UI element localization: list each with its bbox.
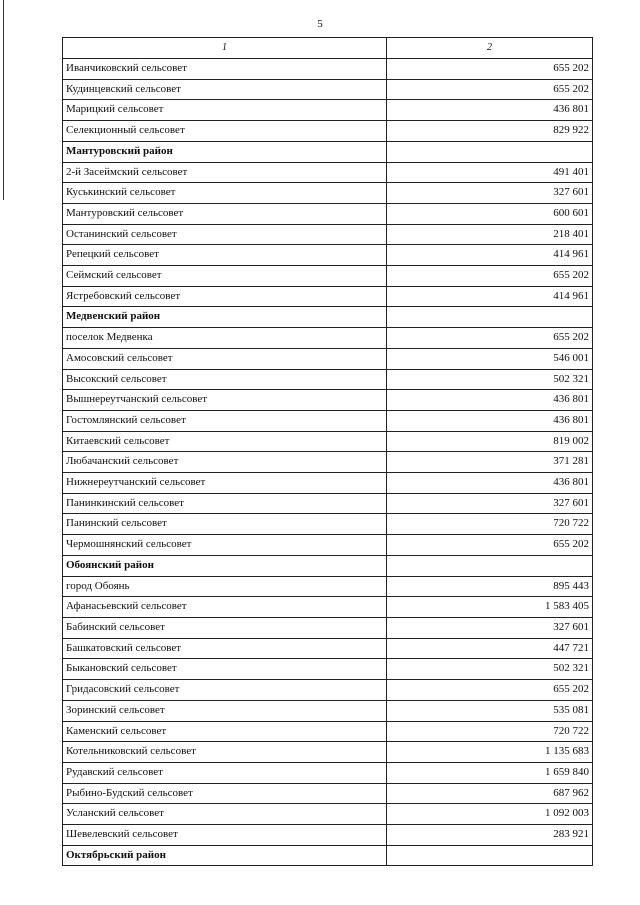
municipality-name: Панинкинский сельсовет	[63, 493, 387, 514]
table-row	[63, 493, 593, 514]
amount-cell: 600 601	[387, 203, 593, 224]
amount-cell: 327 601	[387, 183, 593, 204]
amount-cell: 655 202	[387, 535, 593, 556]
amount-cell	[387, 555, 593, 576]
table-row	[63, 762, 593, 783]
table-row	[63, 597, 593, 618]
table-row	[63, 162, 593, 183]
district-name: Обоянский район	[63, 555, 387, 576]
table-row	[63, 348, 593, 369]
table-row	[63, 431, 593, 452]
amount-cell: 447 721	[387, 638, 593, 659]
district-name: Мантуровский район	[63, 141, 387, 162]
amount-cell: 218 401	[387, 224, 593, 245]
amount-cell: 436 801	[387, 100, 593, 121]
amount-cell: 655 202	[387, 328, 593, 349]
municipality-name: Любачанский сельсовет	[63, 452, 387, 473]
amount-cell: 436 801	[387, 410, 593, 431]
municipality-name: Нижнереутчанский сельсовет	[63, 473, 387, 494]
amount-cell: 655 202	[387, 266, 593, 287]
amount-cell: 720 722	[387, 514, 593, 535]
page-number: 5	[317, 18, 323, 30]
municipality-name: Амосовский сельсовет	[63, 348, 387, 369]
table-row	[63, 328, 593, 349]
district-row	[63, 555, 593, 576]
amount-cell: 720 722	[387, 721, 593, 742]
district-name: Октябрьский район	[63, 845, 387, 866]
amount-cell: 436 801	[387, 390, 593, 411]
amount-cell: 1 583 405	[387, 597, 593, 618]
table-row	[63, 638, 593, 659]
table-row	[63, 804, 593, 825]
column-header-2: 2	[387, 38, 593, 59]
municipality-name: Иванчиковский сельсовет	[63, 59, 387, 80]
municipality-name: Зоринский сельсовет	[63, 700, 387, 721]
table-row	[63, 721, 593, 742]
amount-cell	[387, 307, 593, 328]
amount-cell: 436 801	[387, 473, 593, 494]
table-header-row	[63, 38, 593, 59]
district-row	[63, 141, 593, 162]
table-row	[63, 700, 593, 721]
table-row	[63, 452, 593, 473]
municipality-name: Башкатовский сельсовет	[63, 638, 387, 659]
amount-cell	[387, 845, 593, 866]
amount-cell: 1 135 683	[387, 742, 593, 763]
amount-cell: 371 281	[387, 452, 593, 473]
municipality-name: Шевелевский сельсовет	[63, 825, 387, 846]
table-row	[63, 514, 593, 535]
municipality-name: Бабинский сельсовет	[63, 617, 387, 638]
municipality-name: Чермошнянский сельсовет	[63, 535, 387, 556]
amount-cell: 546 001	[387, 348, 593, 369]
table-row	[63, 659, 593, 680]
table-row	[63, 59, 593, 80]
municipality-name: Гридасовский сельсовет	[63, 680, 387, 701]
municipality-name: Каменский сельсовет	[63, 721, 387, 742]
municipality-name: поселок Медвенка	[63, 328, 387, 349]
municipality-name: Афанасьевский сельсовет	[63, 597, 387, 618]
table-row	[63, 390, 593, 411]
municipality-name: Куськинский сельсовет	[63, 183, 387, 204]
table-body	[63, 38, 593, 866]
amount-cell: 414 961	[387, 245, 593, 266]
table-row	[63, 410, 593, 431]
table-row	[63, 266, 593, 287]
municipality-name: Сеймский сельсовет	[63, 266, 387, 287]
district-row	[63, 845, 593, 866]
allocation-table	[62, 37, 593, 866]
municipality-name: Вышнереутчанский сельсовет	[63, 390, 387, 411]
amount-cell: 655 202	[387, 59, 593, 80]
table-row	[63, 79, 593, 100]
municipality-name: Репецкий сельсовет	[63, 245, 387, 266]
table-row	[63, 617, 593, 638]
municipality-name: Панинский сельсовет	[63, 514, 387, 535]
table-row	[63, 245, 593, 266]
table-row	[63, 576, 593, 597]
table-row	[63, 224, 593, 245]
table-row	[63, 680, 593, 701]
amount-cell: 829 922	[387, 121, 593, 142]
amount-cell: 414 961	[387, 286, 593, 307]
district-name: Медвенский район	[63, 307, 387, 328]
amount-cell: 687 962	[387, 783, 593, 804]
amount-cell: 1 092 003	[387, 804, 593, 825]
municipality-name: Котельниковский сельсовет	[63, 742, 387, 763]
municipality-name: Усланский сельсовет	[63, 804, 387, 825]
municipality-name: Гостомлянский сельсовет	[63, 410, 387, 431]
municipality-name: Селекционный сельсовет	[63, 121, 387, 142]
table-row	[63, 369, 593, 390]
district-row	[63, 307, 593, 328]
amount-cell: 502 321	[387, 369, 593, 390]
table-row	[63, 286, 593, 307]
municipality-name: Рыбино-Будский сельсовет	[63, 783, 387, 804]
amount-cell: 491 401	[387, 162, 593, 183]
amount-cell	[387, 141, 593, 162]
municipality-name: город Обоянь	[63, 576, 387, 597]
table-row	[63, 535, 593, 556]
municipality-name: 2-й Засеймский сельсовет	[63, 162, 387, 183]
amount-cell: 327 601	[387, 617, 593, 638]
municipality-name: Китаевский сельсовет	[63, 431, 387, 452]
amount-cell: 655 202	[387, 680, 593, 701]
municipality-name: Рудавский сельсовет	[63, 762, 387, 783]
amount-cell: 535 081	[387, 700, 593, 721]
municipality-name: Быкановский сельсовет	[63, 659, 387, 680]
amount-cell: 502 321	[387, 659, 593, 680]
table-row	[63, 825, 593, 846]
table-row	[63, 742, 593, 763]
municipality-name: Кудинцевский сельсовет	[63, 79, 387, 100]
amount-cell: 1 659 840	[387, 762, 593, 783]
amount-cell: 283 921	[387, 825, 593, 846]
column-header-1: 1	[63, 38, 387, 59]
municipality-name: Останинский сельсовет	[63, 224, 387, 245]
amount-cell: 819 002	[387, 431, 593, 452]
table-row	[63, 100, 593, 121]
margin-line	[3, 0, 4, 200]
municipality-name: Мантуровский сельсовет	[63, 203, 387, 224]
table-row	[63, 183, 593, 204]
table-row	[63, 783, 593, 804]
amount-cell: 655 202	[387, 79, 593, 100]
municipality-name: Ястребовский сельсовет	[63, 286, 387, 307]
amount-cell: 895 443	[387, 576, 593, 597]
municipality-name: Марицкий сельсовет	[63, 100, 387, 121]
municipality-name: Высокский сельсовет	[63, 369, 387, 390]
table-row	[63, 121, 593, 142]
table-row	[63, 473, 593, 494]
amount-cell: 327 601	[387, 493, 593, 514]
table-row	[63, 203, 593, 224]
